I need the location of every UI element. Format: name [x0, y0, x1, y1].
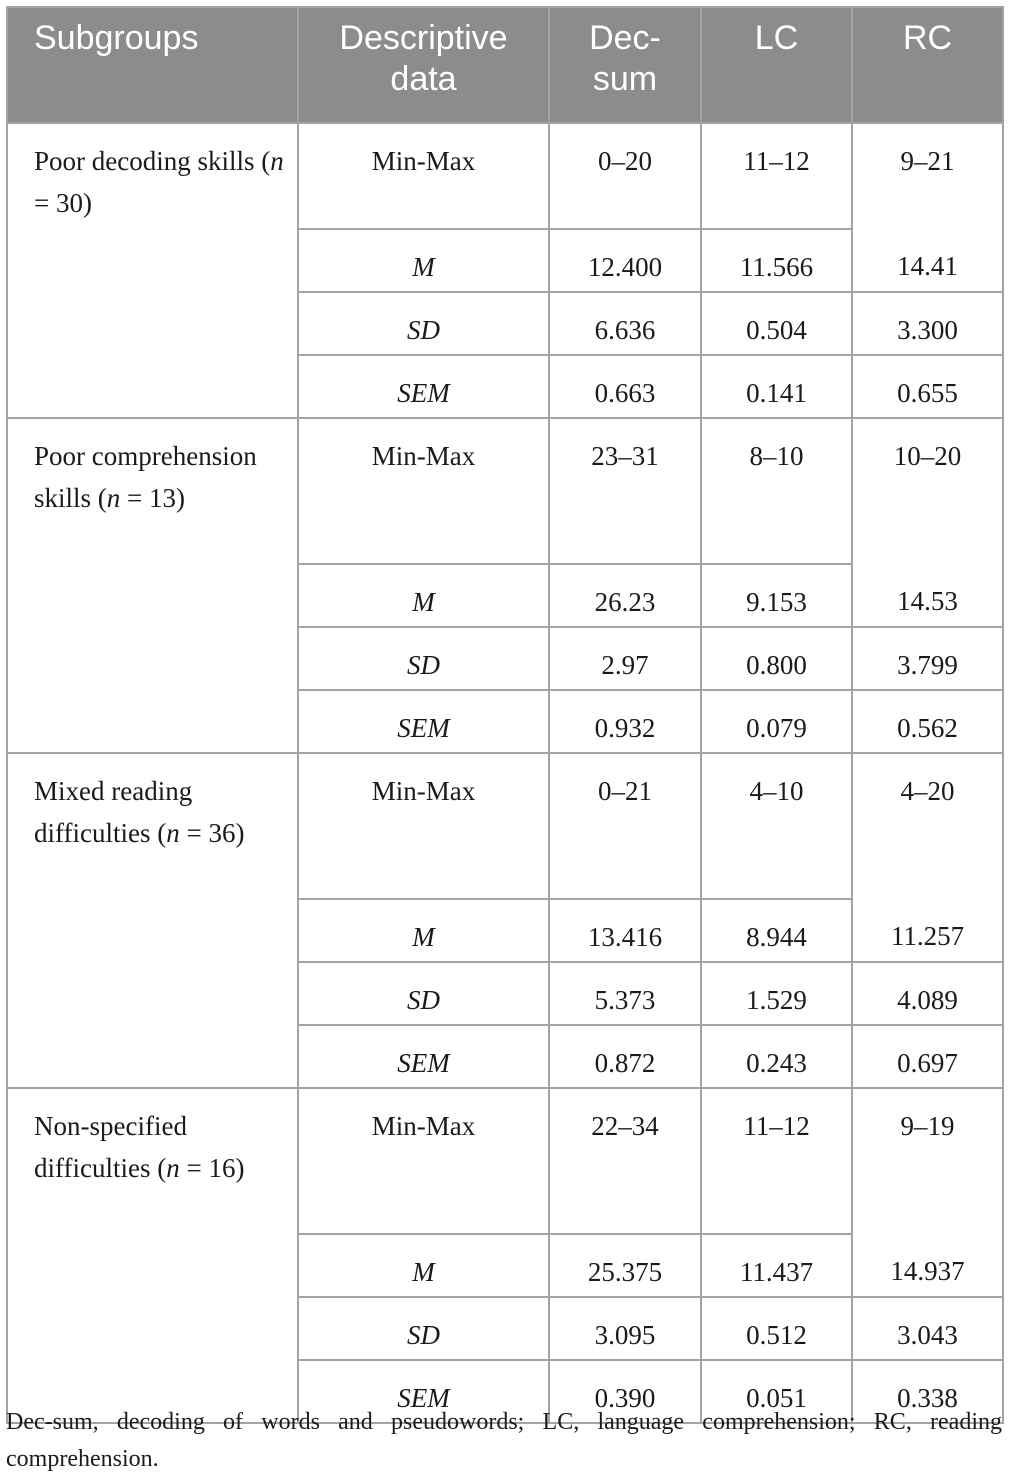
dec-sum-cell: 0.663 — [549, 355, 701, 418]
rc-cell: 0.655 — [852, 355, 1003, 418]
header-subgroups: Subgroups — [7, 7, 298, 123]
rc-cell: 14.53 — [852, 564, 1003, 627]
lc-cell: 0.079 — [701, 690, 852, 753]
header-descriptive-data: Descriptive data — [298, 7, 549, 123]
lc-cell: 0.141 — [701, 355, 852, 418]
subgroup-n-value: = 30) — [34, 188, 92, 218]
subgroup-cell — [7, 418, 298, 753]
stat-cell: SD — [298, 1297, 549, 1360]
lc-cell: 4–10 — [701, 753, 852, 899]
rc-cell: 14.937 — [852, 1234, 1003, 1297]
subgroup-cell — [7, 753, 298, 1088]
table-row — [7, 418, 1003, 564]
subgroup-n-prefix: ( — [261, 146, 271, 176]
lc-cell: 0.504 — [701, 292, 852, 355]
stat-cell: SEM — [298, 690, 549, 753]
stat-cell: SEM — [298, 355, 549, 418]
rc-cell: 3.043 — [852, 1297, 1003, 1360]
dec-sum-cell: 0–20 — [549, 123, 701, 229]
subgroup-n-prefix: ( — [157, 818, 167, 848]
rc-cell: 3.300 — [852, 292, 1003, 355]
stat-cell: SD — [298, 292, 549, 355]
subgroup-n-symbol: n — [270, 146, 284, 176]
header-row — [7, 7, 1003, 123]
lc-cell: 11.437 — [701, 1234, 852, 1297]
stat-cell: SEM — [298, 1025, 549, 1088]
lc-cell: 0.051 — [701, 1360, 852, 1423]
stat-cell: Min-Max — [298, 753, 549, 899]
table-row — [7, 1088, 1003, 1234]
stat-cell: SD — [298, 962, 549, 1025]
dec-sum-cell: 25.375 — [549, 1234, 701, 1297]
lc-cell: 1.529 — [701, 962, 852, 1025]
lc-cell: 11.566 — [701, 229, 852, 292]
subgroup-label: Non-specified difficulties — [34, 1111, 187, 1183]
subgroup-label: Poor decoding skills — [34, 146, 255, 176]
rc-cell: 14.41 — [852, 229, 1003, 292]
dec-sum-cell: 5.373 — [549, 962, 701, 1025]
stat-cell: M — [298, 1234, 549, 1297]
lc-cell: 11–12 — [701, 1088, 852, 1234]
rc-cell: 0.697 — [852, 1025, 1003, 1088]
header-lc: LC — [701, 7, 852, 123]
rc-cell: 3.799 — [852, 627, 1003, 690]
subgroup-n-symbol: n — [106, 483, 121, 513]
table-row — [7, 123, 1003, 229]
dec-sum-cell: 0.390 — [549, 1360, 701, 1423]
table-body — [7, 123, 1003, 1423]
lc-cell: 11–12 — [701, 123, 852, 229]
rc-cell: 4.089 — [852, 962, 1003, 1025]
lc-cell: 8–10 — [701, 418, 852, 564]
dec-sum-cell: 26.23 — [549, 564, 701, 627]
stat-cell: SD — [298, 627, 549, 690]
rc-cell: 4–20 — [852, 753, 1003, 899]
descriptive-statistics-table — [6, 6, 1004, 1424]
table-footnote: Dec-sum, decoding of words and pseudowords; LC, language comprehension; RC, reading comprehension. — [6, 1409, 1002, 1472]
lc-cell: 0.800 — [701, 627, 852, 690]
dec-sum-cell: 23–31 — [549, 418, 701, 564]
dec-sum-cell: 3.095 — [549, 1297, 701, 1360]
dec-sum-cell: 0.872 — [549, 1025, 701, 1088]
header-rc: RC — [852, 7, 1003, 123]
stat-cell: M — [298, 229, 549, 292]
rc-cell: 0.338 — [852, 1360, 1003, 1423]
dec-sum-cell: 2.97 — [549, 627, 701, 690]
subgroup-n-prefix: ( — [157, 1153, 167, 1183]
header-dec-sum: Dec-sum — [549, 7, 701, 123]
stat-cell: Min-Max — [298, 1088, 549, 1234]
lc-cell: 9.153 — [701, 564, 852, 627]
rc-cell: 11.257 — [852, 899, 1003, 962]
subgroup-n-value: = 13) — [120, 483, 185, 513]
subgroup-n-value: = 36) — [179, 818, 245, 848]
lc-cell: 0.243 — [701, 1025, 852, 1088]
rc-cell: 9–21 — [852, 123, 1003, 229]
stat-cell: M — [298, 899, 549, 962]
dec-sum-cell: 22–34 — [549, 1088, 701, 1234]
stat-cell: Min-Max — [298, 123, 549, 229]
dec-sum-cell: 12.400 — [549, 229, 701, 292]
lc-cell: 8.944 — [701, 899, 852, 962]
dec-sum-cell: 6.636 — [549, 292, 701, 355]
subgroup-cell — [7, 123, 298, 418]
stat-cell: Min-Max — [298, 418, 549, 564]
stat-cell: SEM — [298, 1360, 549, 1423]
rc-cell: 10–20 — [852, 418, 1003, 564]
dec-sum-cell: 13.416 — [549, 899, 701, 962]
subgroup-n-value: = 16) — [179, 1153, 245, 1183]
dec-sum-cell: 0–21 — [549, 753, 701, 899]
subgroup-label: Mixed reading difficulties — [34, 776, 193, 848]
subgroup-n-prefix: ( — [97, 483, 107, 513]
rc-cell: 0.562 — [852, 690, 1003, 753]
stat-cell: M — [298, 564, 549, 627]
dec-sum-cell: 0.932 — [549, 690, 701, 753]
rc-cell: 9–19 — [852, 1088, 1003, 1234]
lc-cell: 0.512 — [701, 1297, 852, 1360]
subgroup-cell — [7, 1088, 298, 1423]
subgroup-n-symbol: n — [166, 1153, 180, 1183]
table-row — [7, 753, 1003, 899]
subgroup-n-symbol: n — [166, 818, 180, 848]
subgroup-label: Poor comprehension skills — [34, 441, 257, 513]
